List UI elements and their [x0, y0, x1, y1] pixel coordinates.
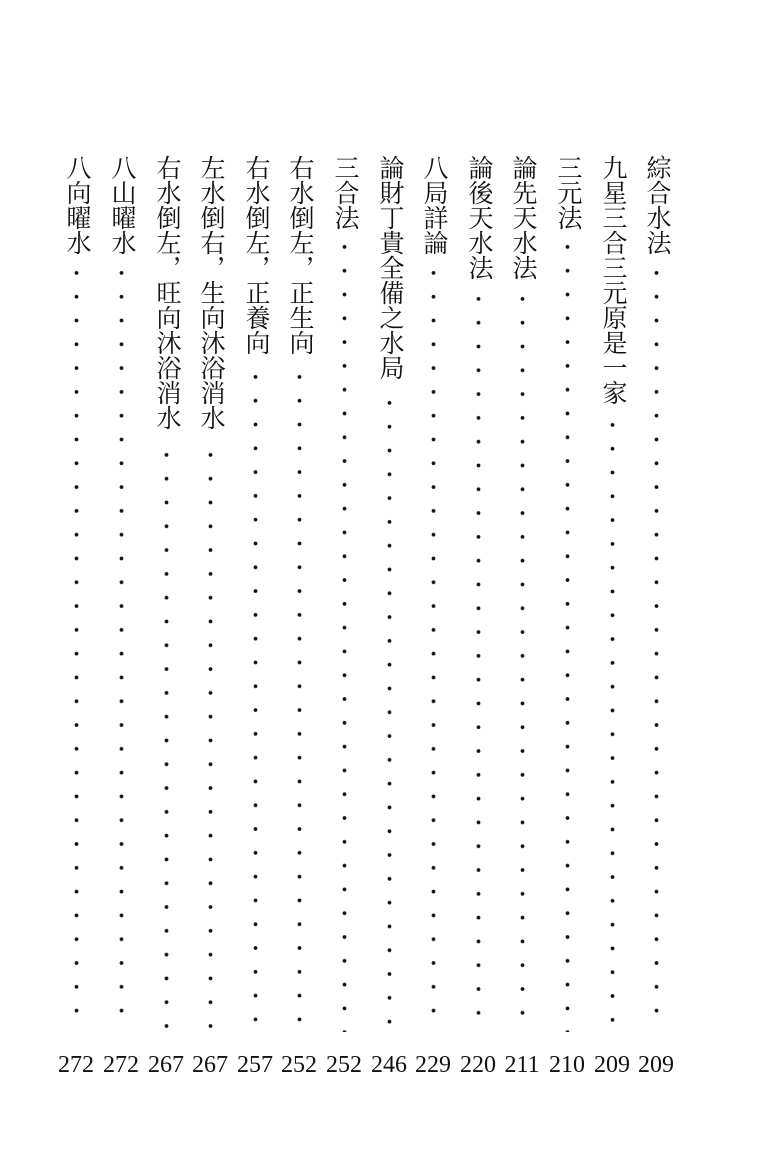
toc-entry[interactable] [456, 155, 500, 1080]
dot-leader [164, 443, 169, 1032]
toc-entry-page-number: 210 [549, 1052, 585, 1078]
toc-entry-page-number: 272 [103, 1052, 139, 1078]
toc-entry-page-number: 246 [371, 1052, 407, 1078]
toc-entry-title: 八局詳論 [420, 155, 449, 255]
toc-entry-page-number: 272 [58, 1052, 94, 1078]
toc-entry-title: 三合法 [331, 155, 360, 230]
toc-entry[interactable] [500, 155, 544, 1080]
dot-leader [297, 365, 302, 1032]
toc-entry-page-number: 211 [504, 1052, 540, 1078]
toc-entry[interactable] [54, 155, 98, 1080]
toc-entry[interactable] [411, 155, 455, 1080]
toc-entry[interactable] [545, 155, 589, 1080]
dot-leader [654, 261, 659, 1032]
toc-entry-title: 右水倒左，正養向 [242, 155, 271, 355]
toc-entry-title: 左水倒右，生向沐浴消水 [197, 155, 226, 430]
toc-entry[interactable] [188, 155, 232, 1080]
toc-entry-page-number: 209 [638, 1052, 674, 1078]
toc-entry-page-number: 267 [192, 1052, 228, 1078]
toc-entry-page-number: 257 [237, 1052, 273, 1078]
toc-entry[interactable] [322, 155, 366, 1080]
toc-entry-title: 八向曜水 [63, 155, 92, 255]
toc-entry-title: 綜合水法 [643, 155, 672, 255]
toc-entry-title: 三元法 [554, 155, 583, 230]
toc-entry[interactable] [233, 155, 277, 1080]
dot-leader [520, 287, 525, 1032]
toc-entry-page-number: 229 [415, 1052, 451, 1078]
dot-leader [208, 443, 213, 1032]
toc-entry-page-number: 252 [281, 1052, 317, 1078]
toc-entry-title: 九星三合三元原是一家 [599, 155, 628, 405]
toc-entry[interactable] [367, 155, 411, 1080]
dot-leader [476, 287, 481, 1032]
toc-entry-page-number: 252 [326, 1052, 362, 1078]
dot-leader [119, 261, 124, 1032]
toc-entry-page-number: 267 [148, 1052, 184, 1078]
toc-entry-page-number: 209 [594, 1052, 630, 1078]
toc-entry-title: 右水倒左，旺向沐浴消水 [153, 155, 182, 430]
table-of-contents [50, 155, 690, 1105]
dot-leader [431, 261, 436, 1032]
toc-entry[interactable] [144, 155, 188, 1080]
toc-entry-title: 右水倒左，正生向 [286, 155, 315, 355]
dot-leader [610, 413, 615, 1032]
toc-entry[interactable] [99, 155, 143, 1080]
toc-entry-title: 論後天水法 [465, 155, 494, 280]
toc-entry-title: 八山曜水 [108, 155, 137, 255]
dot-leader [74, 261, 79, 1032]
toc-entry[interactable] [634, 155, 678, 1080]
toc-entry[interactable] [277, 155, 321, 1080]
dot-leader [342, 235, 347, 1032]
toc-entry-page-number: 220 [460, 1052, 496, 1078]
dot-leader [565, 235, 570, 1032]
toc-entry-title: 論財丁貴全備之水局 [376, 155, 405, 380]
dot-leader [387, 391, 392, 1032]
toc-entry-title: 論先天水法 [509, 155, 538, 280]
dot-leader [253, 365, 258, 1032]
toc-entry[interactable] [590, 155, 634, 1080]
